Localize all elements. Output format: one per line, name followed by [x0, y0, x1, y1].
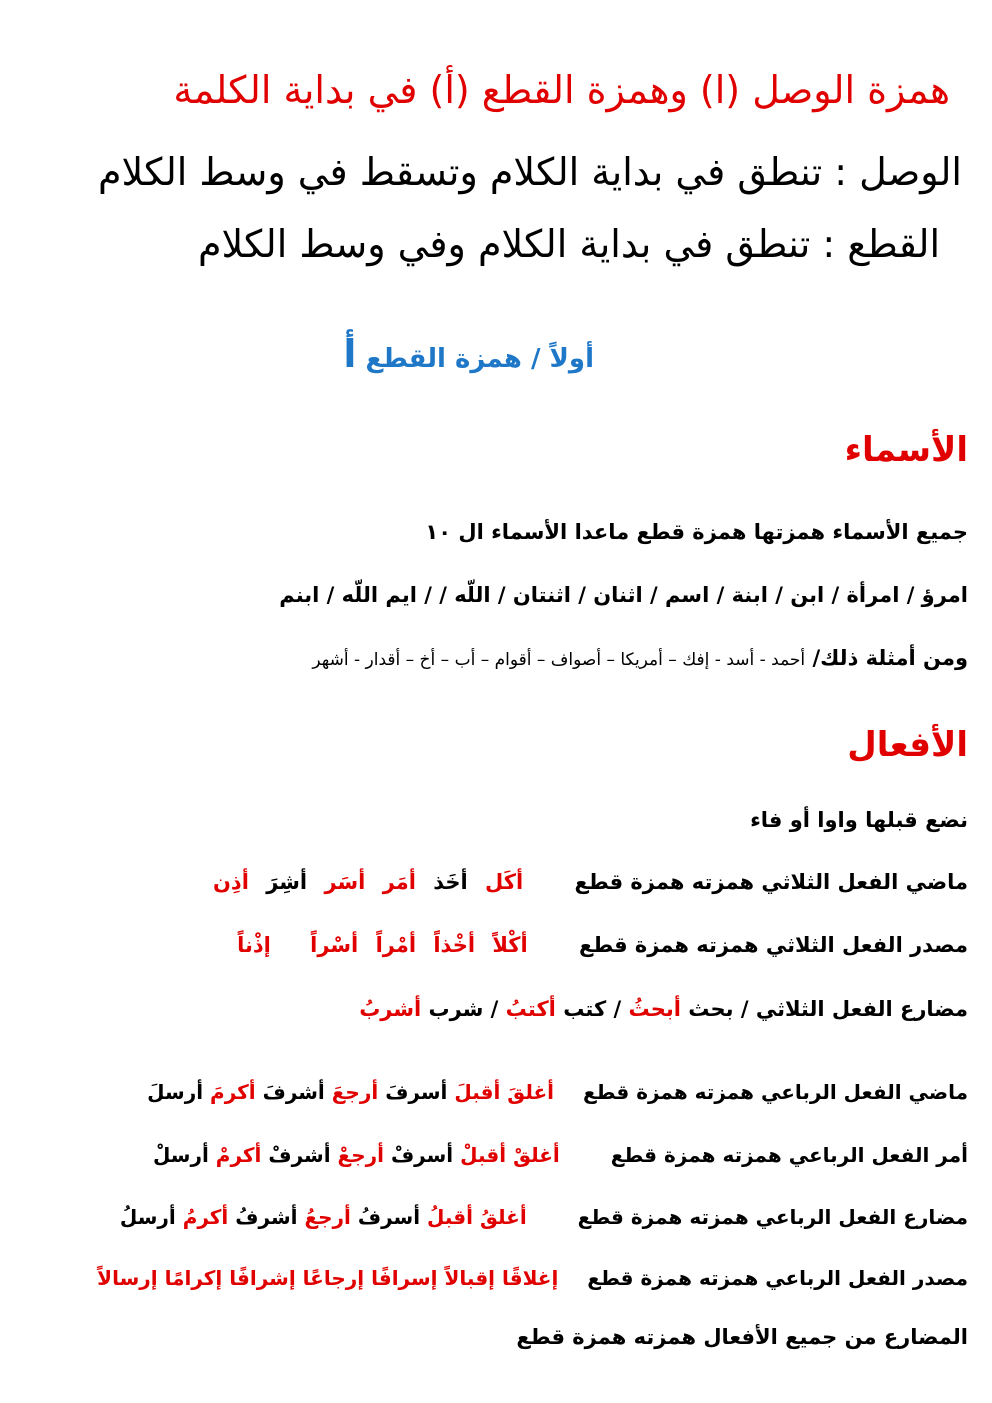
masdar-tri-word: أسْراً	[310, 933, 359, 957]
verbs-heading: الأفعال	[847, 725, 968, 765]
masdar-quad-word: إسرافًا	[371, 1266, 438, 1290]
past-tri-word: أسَر	[324, 870, 366, 894]
masdar-tri-word: أمْراً	[375, 933, 417, 957]
examples-label: ومن أمثلة ذلك/	[812, 646, 968, 670]
past-triliteral-label: ماضي الفعل الثلاثي همزته همزة قطع	[574, 870, 968, 894]
names-rule: جميع الأسماء همزتها همزة قطع ماعدا الأسماء ال ١٠	[425, 520, 968, 544]
names-exceptions: امرؤ / امرأة / ابن / ابنة / اسم / اثنان / اثنتان / اللّه / / ايم اللّه / ابنم	[279, 583, 968, 607]
present-triliteral-line: مضارع الفعل الثلاثي / بحث أبحثُ / كتب أكتبُ / شرب أشربُ	[359, 997, 968, 1021]
hamza-letter: أ	[343, 332, 357, 376]
section-first-label: أولاً / همزة القطع	[365, 344, 594, 374]
past-quad-word: أغلقَ	[507, 1080, 555, 1104]
masdar-quadriliteral-line	[97, 1266, 968, 1290]
past-quad-label: ماضي الفعل الرباعي همزته همزة قطع	[582, 1080, 968, 1104]
masdar-quad-word: إرسالاً	[97, 1266, 158, 1290]
imp-quad-word: أسرفْ	[390, 1143, 454, 1167]
verb-base: كتب	[563, 997, 607, 1021]
imp-quad-word: أرجعْ	[337, 1143, 384, 1167]
imp-quad-word: أغلقْ	[513, 1143, 560, 1167]
past-quadriliteral-line	[147, 1080, 968, 1104]
past-quad-word: أسرفَ	[385, 1080, 448, 1104]
wasl-rule: الوصل : تنطق في بداية الكلام وتسقط في وسط الكلام	[98, 150, 962, 194]
imp-quad-word: أقبلْ	[460, 1143, 507, 1167]
present-quad-word: أسرفُ	[357, 1205, 421, 1229]
present-quad-word: أغلقُ	[479, 1205, 527, 1229]
verb-base: بحث	[688, 997, 734, 1021]
present-quad-word: أرجعُ	[304, 1205, 351, 1229]
put-before-line: نضع قبلها واوا أو فاء	[750, 808, 968, 832]
imperative-quadriliteral-line	[153, 1143, 968, 1167]
imp-quad-word: أشرفْ	[268, 1143, 331, 1167]
masdar-triliteral-label: مصدر الفعل الثلاثي همزته همزة قطع	[579, 933, 968, 957]
past-quad-word: أقبلَ	[454, 1080, 501, 1104]
present-quad-word: أشرفُ	[235, 1205, 298, 1229]
present-quad-word: أكرمُ	[182, 1205, 229, 1229]
masdar-quad-word: إكرامًا	[164, 1266, 223, 1290]
past-tri-word: أمَر	[382, 870, 416, 894]
verb-present-form: أكتبُ	[505, 997, 556, 1021]
masdar-tri-word: أخْذاً	[433, 933, 476, 957]
masdar-quad-word: إقبالاً	[444, 1266, 496, 1290]
section-first-title	[343, 332, 594, 376]
page-title: همزة الوصل (ا) وهمزة القطع (أ) في بداية الكلمة	[173, 68, 950, 112]
present-quad-word: أقبلُ	[427, 1205, 473, 1229]
past-tri-word: أخَذ	[433, 870, 468, 894]
qata-rule: القطع : تنطق في بداية الكلام وفي وسط الكلام	[197, 222, 940, 266]
past-triliteral-line	[203, 870, 968, 894]
names-examples	[312, 646, 968, 670]
verb-base: شرب	[428, 997, 484, 1021]
past-quad-word: أكرمَ	[210, 1080, 256, 1104]
verb-present-form: أبحثُ	[628, 997, 681, 1021]
imp-quad-word: أكرمْ	[215, 1143, 262, 1167]
masdar-quad-word: إشرافًا	[229, 1266, 296, 1290]
masdar-quad-word: إرجاعًا	[302, 1266, 365, 1290]
past-tri-word: أكَل	[485, 870, 524, 894]
past-quad-word: أرسلَ	[147, 1080, 204, 1104]
past-quad-word: أرجعَ	[331, 1080, 379, 1104]
examples-list: أحمد - أسد - إفك – أمريكا – أصواف – أقوام – أب – أخ – أقدار - أشهر	[312, 650, 806, 670]
present-quad-word: أرسلُ	[119, 1205, 176, 1229]
masdar-triliteral-line	[227, 933, 968, 957]
present-quad-label: مضارع الفعل الرباعي همزته همزة قطع	[577, 1205, 968, 1229]
masdar-quad-label: مصدر الفعل الرباعي همزته همزة قطع	[587, 1266, 968, 1290]
names-heading: الأسماء	[844, 430, 968, 470]
past-quad-word: أشرفَ	[262, 1080, 325, 1104]
imp-quad-word: أرسلْ	[152, 1143, 209, 1167]
masdar-tri-word: إذْناً	[237, 933, 271, 957]
present-quadriliteral-line	[120, 1205, 968, 1229]
past-tri-word: أذِن	[213, 870, 249, 894]
masdar-quad-word: إغلاقًا	[502, 1266, 559, 1290]
verb-present-form: أشربُ	[359, 997, 422, 1021]
past-tri-word: أشِرَ	[266, 870, 308, 894]
masdar-tri-word: أكْلاً	[492, 933, 528, 957]
present-triliteral-label: مضارع الفعل الثلاثي /	[740, 997, 968, 1021]
all-present-line: المضارع من جميع الأفعال همزته همزة قطع	[516, 1325, 968, 1349]
imp-quad-label: أمر الفعل الرباعي همزته همزة قطع	[610, 1143, 968, 1167]
